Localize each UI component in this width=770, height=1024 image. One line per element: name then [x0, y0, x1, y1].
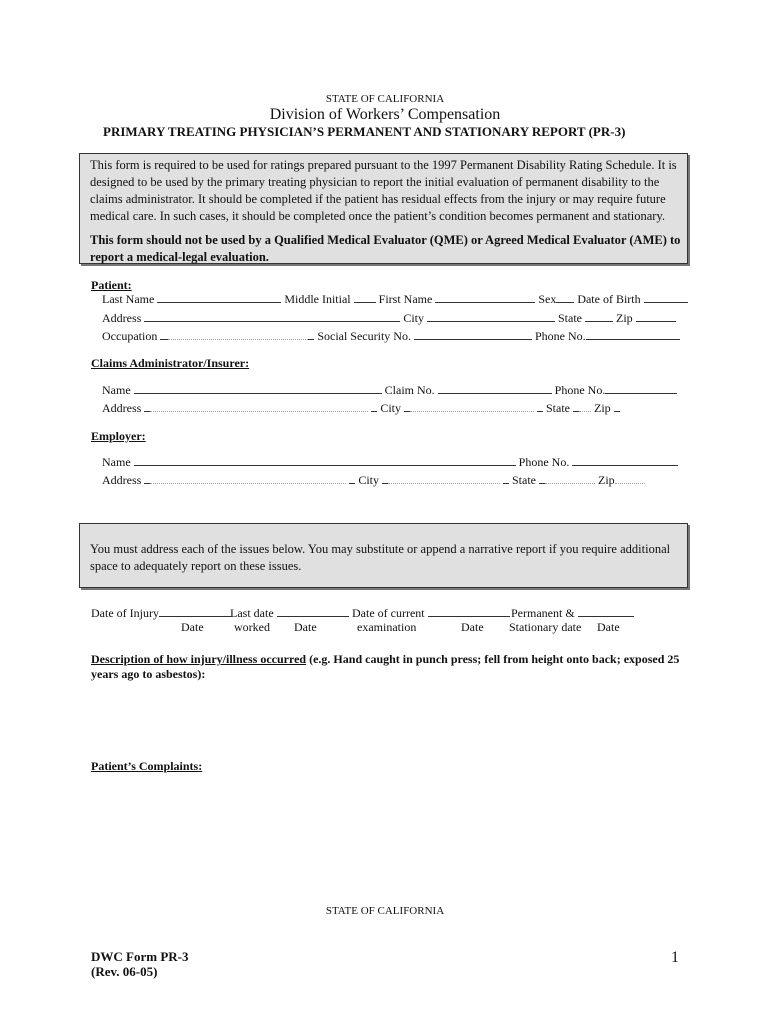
employer-address-label: Address — [102, 473, 142, 487]
current-exam-sub2: Date — [461, 620, 484, 634]
ssn-field[interactable] — [414, 329, 532, 340]
middle-initial-field[interactable] — [354, 292, 376, 303]
claims-city-line — [371, 401, 377, 412]
claims-address-dots — [150, 401, 368, 412]
employer-address-dots — [150, 473, 346, 484]
injury-description — [91, 652, 691, 682]
address-label: Address — [102, 311, 142, 325]
claims-phone-label: Phone No. — [554, 383, 606, 397]
instructions-text: This form is required to be used for ratings prepared pursuant to the 1997 Permanent Disability Rating Schedule. It is designed to be used by the primary treating physician to report the initial evaluation of permanent disability to the claims administrator. It should be completed if the patient has residual effects from the injury or may require future medical care. In such cases, it should be completed once the patient’s condition becomes permanent and stationary. — [90, 158, 677, 223]
page-number: 1 — [671, 949, 679, 966]
state-header: STATE OF CALIFORNIA — [325, 93, 445, 105]
claims-state-label: State — [546, 401, 570, 415]
phone-label: Phone No. — [534, 329, 586, 343]
last-date-sub1: worked — [234, 620, 270, 634]
claims-name-field[interactable] — [134, 383, 382, 394]
patient-row-3 — [102, 329, 680, 344]
employer-name-label: Name — [102, 455, 131, 469]
dob-label: Date of Birth — [577, 292, 641, 306]
zip-field[interactable] — [636, 311, 676, 322]
form-number: DWC Form PR-3 — [91, 949, 189, 964]
ps-date-sub2: Date — [597, 620, 620, 634]
claims-phone-field[interactable] — [605, 383, 677, 394]
description-text: (e.g. Hand caught in punch press; fell from height onto back; exposed 25 years ago to asbestos): — [91, 652, 680, 681]
employer-row-1 — [102, 455, 678, 470]
employer-city-label: City — [358, 473, 379, 487]
claims-address-label: Address — [102, 401, 142, 415]
phone-field[interactable] — [586, 329, 680, 340]
injury-date-label: Date of Injury — [91, 606, 231, 621]
current-exam-sub1: examination — [357, 620, 417, 634]
employer-zip-field[interactable] — [615, 473, 645, 484]
employer-phone-field[interactable] — [572, 455, 678, 466]
last-name-field[interactable] — [157, 292, 281, 303]
middle-initial-label: Middle Initial — [284, 292, 351, 306]
form-title: PRIMARY TREATING PHYSICIAN’S PERMANENT AND STATIONARY REPORT (PR-3) — [103, 124, 626, 139]
employer-phone-label: Phone No. — [518, 455, 570, 469]
sex-label: Sex — [538, 292, 557, 306]
claims-city-dots — [410, 401, 534, 412]
dob-field[interactable] — [644, 292, 688, 303]
injury-date-sub: Date — [181, 620, 204, 634]
employer-row-2 — [102, 473, 645, 488]
city-field[interactable] — [427, 311, 555, 322]
current-exam-label: Date of current — [352, 606, 510, 621]
claims-zip-label: Zip — [594, 401, 611, 415]
employer-city-dots — [388, 473, 500, 484]
claims-state-dots — [579, 401, 591, 412]
footer-state: STATE OF CALIFORNIA — [325, 905, 445, 917]
claims-row-1 — [102, 383, 677, 398]
complaints-label: Patient’s Complaints: — [91, 759, 203, 773]
patient-row-2 — [102, 311, 676, 326]
last-date-label: Last date — [230, 606, 349, 621]
claims-zip-field[interactable] — [614, 401, 620, 412]
state-field[interactable] — [585, 311, 613, 322]
employer-state-dots — [545, 473, 595, 484]
claims-name-label: Name — [102, 383, 131, 397]
occupation-field[interactable] — [160, 329, 168, 340]
last-name-label: Last Name — [102, 292, 155, 306]
description-label: Description of how injury/illness occurred — [91, 652, 307, 666]
ps-date-label: Permanent & — [511, 606, 634, 621]
occupation-label: Occupation — [102, 329, 158, 343]
revision: (Rev. 06-05) — [91, 964, 158, 979]
employer-name-field[interactable] — [134, 455, 516, 466]
ps-date-sub1: Stationary date — [509, 620, 582, 634]
employer-state-label: State — [512, 473, 536, 487]
first-name-field[interactable] — [435, 292, 535, 303]
employer-zip-label: Zip — [598, 473, 615, 487]
patient-row-1 — [102, 292, 688, 307]
claim-no-label: Claim No. — [384, 383, 435, 397]
claim-no-field[interactable] — [438, 383, 552, 394]
employer-city-line — [349, 473, 355, 484]
employer-state-line — [503, 473, 509, 484]
state-label: State — [558, 311, 582, 325]
occupation-end — [308, 329, 314, 340]
zip-label: Zip — [616, 311, 633, 325]
current-exam-field[interactable] — [428, 606, 510, 617]
issues-box — [79, 523, 688, 588]
issues-text: You must address each of the issues below. You may substitute or append a narrative report if you require additional space to adequately report on these issues. — [90, 542, 671, 573]
last-date-sub2: Date — [294, 620, 317, 634]
patient-heading: Patient: — [91, 278, 132, 292]
address-field[interactable] — [144, 311, 400, 322]
ps-date-field[interactable] — [578, 606, 634, 617]
first-name-label: First Name — [378, 292, 433, 306]
claims-row-2 — [102, 401, 620, 416]
instructions-box — [79, 153, 688, 264]
city-label: City — [403, 311, 424, 325]
ssn-label: Social Security No. — [317, 329, 411, 343]
occupation-dots — [168, 329, 308, 340]
last-date-field[interactable] — [277, 606, 349, 617]
employer-heading: Employer: — [91, 429, 146, 443]
injury-date-field[interactable] — [159, 606, 231, 617]
claims-heading: Claims Administrator/Insurer: — [91, 356, 250, 370]
claims-city-label: City — [380, 401, 401, 415]
claims-state-line — [537, 401, 543, 412]
sex-field[interactable] — [556, 292, 574, 303]
division-title: Division of Workers’ Compensation — [269, 106, 501, 123]
qme-warning: This form should not be used by a Qualified Medical Evaluator (QME) or Agreed Medical Evaluator (AME) to report a medical-legal evaluation. — [90, 233, 681, 264]
